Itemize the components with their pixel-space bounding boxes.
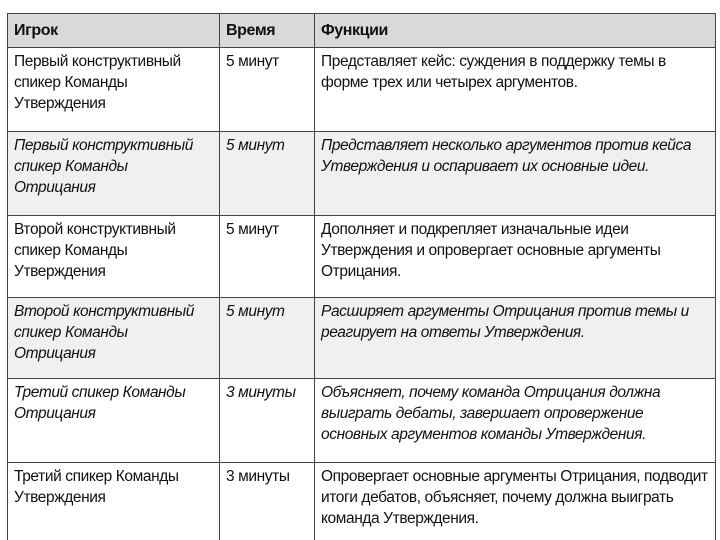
cell-time: 3 минуты [220,379,315,463]
cell-time: 5 минут [220,132,315,216]
cell-functions: Расширяет аргументы Отрицания против темы и реагирует на ответы Утверждения. [315,298,716,379]
table-row [8,298,716,379]
header-player: Игрок [8,14,220,48]
cell-functions: Объясняет, почему команда Отрицания должна выиграть дебаты, завершает опровержение основных аргументов команды Утверждения. [315,379,716,463]
table-row [8,379,716,463]
table-row [8,132,716,216]
cell-player: Второй конструктивный спикер Команды Отрицания [8,298,220,379]
cell-time: 5 минут [220,48,315,132]
cell-time: 5 минут [220,298,315,379]
debate-roles-table [7,13,716,540]
table-body [8,48,716,540]
cell-player: Второй конструктивный спикер Команды Утверждения [8,216,220,298]
header-functions: Функции [315,14,716,48]
cell-player: Третий спикер Команды Отрицания [8,379,220,463]
cell-player: Третий спикер Команды Утверждения [8,463,220,540]
cell-functions: Представляет несколько аргументов против кейса Утверждения и оспаривает их основные идеи. [315,132,716,216]
table-header [8,14,716,48]
cell-functions: Опровергает основные аргументы Отрицания, подводит итоги дебатов, объясняет, почему должна выиграть команда Утверждения. [315,463,716,540]
cell-player: Первый конструктивный спикер Команды Утверждения [8,48,220,132]
cell-time: 3 минуты [220,463,315,540]
header-row [8,14,716,48]
cell-time: 5 минут [220,216,315,298]
table-row [8,463,716,540]
cell-functions: Представляет кейс: суждения в поддержку темы в форме трех или четырех аргументов. [315,48,716,132]
cell-player: Первый конструктивный спикер Команды Отрицания [8,132,220,216]
table-row [8,48,716,132]
cell-functions: Дополняет и подкрепляет изначальные идеи Утверждения и опровергает основные аргументы Отрицания. [315,216,716,298]
header-time: Время [220,14,315,48]
table-row [8,216,716,298]
